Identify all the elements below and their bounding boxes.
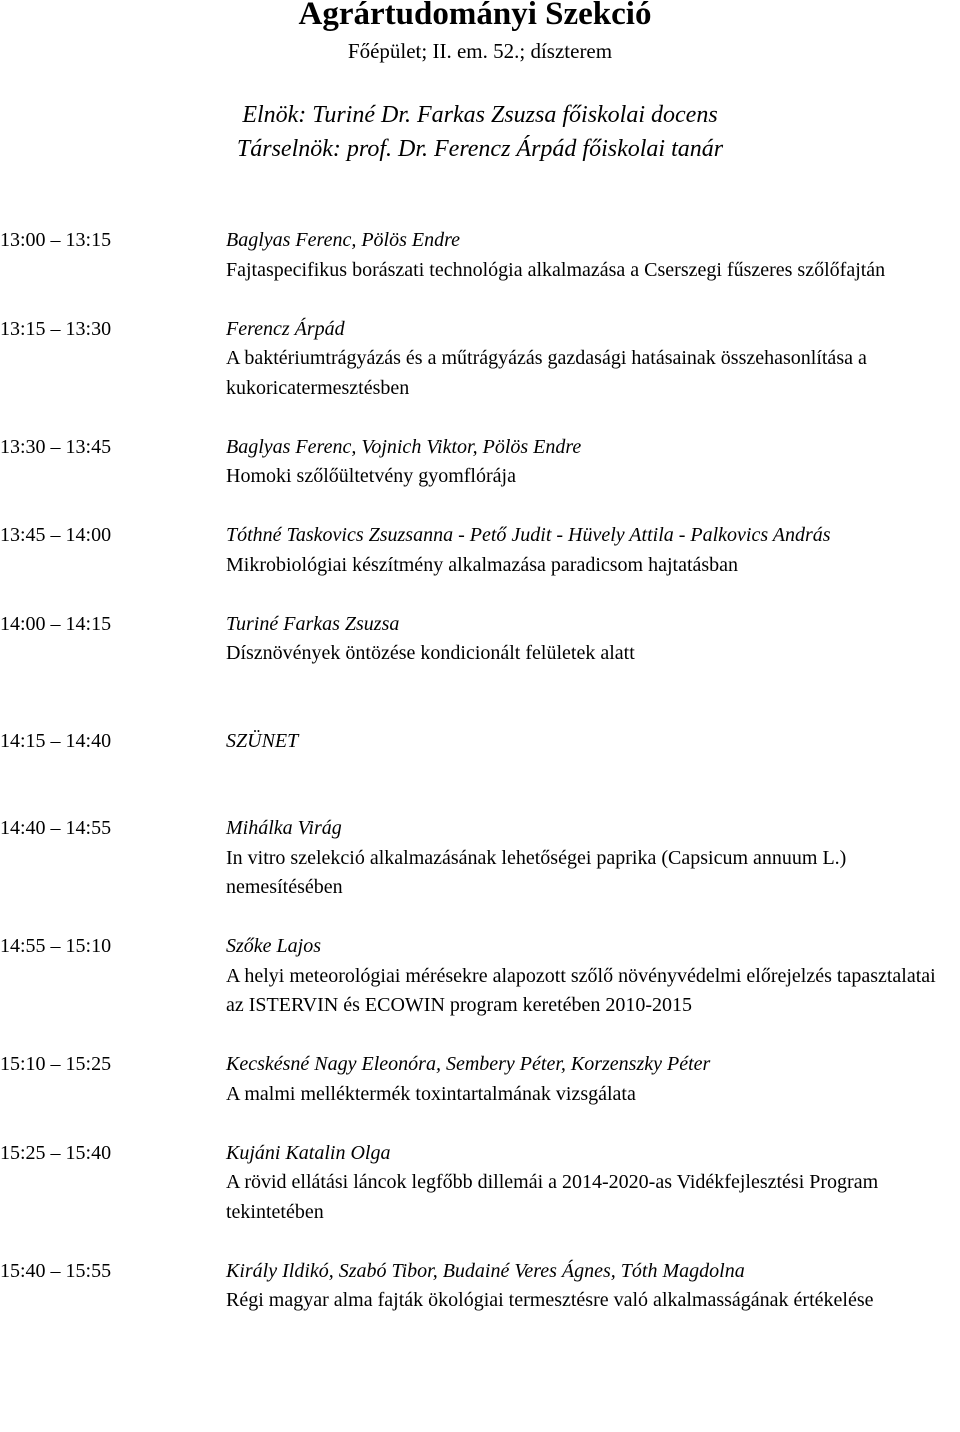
session-title: Mikrobiológiai készítmény alkalmazása paradicsom hajtatásban bbox=[226, 553, 739, 576]
session-content bbox=[226, 521, 960, 580]
session-row bbox=[0, 932, 960, 1021]
session-time: 13:15 – 13:30 bbox=[0, 317, 112, 340]
cochair-line: Társelnök: prof. Dr. Ferencz Árpád főiskolai tanár bbox=[236, 136, 724, 162]
session-row bbox=[0, 226, 960, 285]
session-authors: Király Ildikó, Szabó Tibor, Budainé Veres Ágnes, Tóth Magdolna bbox=[226, 1259, 745, 1282]
session-content bbox=[226, 1050, 960, 1109]
venue-location: Főépület; II. em. 52.; díszterem bbox=[347, 39, 613, 63]
session-time: 14:55 – 15:10 bbox=[0, 935, 112, 957]
chair-line: Elnök: Turiné Dr. Farkas Zsuzsa főiskolai docens bbox=[242, 102, 718, 128]
session-time: 15:25 – 15:40 bbox=[0, 1141, 112, 1164]
session-authors: Turiné Farkas Zsuzsa bbox=[226, 612, 400, 635]
session-title: In vitro szelekció alkalmazásának lehetőségei paprika (Capsicum annuum L.) nemesítésében bbox=[226, 846, 847, 898]
break-label: SZÜNET bbox=[226, 729, 299, 752]
session-title: A helyi meteorológiai mérésekre alapozott szőlő növényvédelmi előrejelzés tapasztalatai az ISTERVIN és ECOWIN program keretében 2010-2015 bbox=[226, 964, 936, 1016]
session-authors: Szőke Lajos bbox=[226, 935, 321, 957]
session-row bbox=[0, 1050, 960, 1109]
session-time: 14:00 – 14:15 bbox=[0, 612, 112, 635]
session-row bbox=[0, 610, 960, 669]
section-title: Agrártudományi Szekció bbox=[298, 0, 652, 32]
session-title: Dísznövények öntözése kondicionált felületek alatt bbox=[226, 642, 635, 664]
session-content bbox=[226, 932, 960, 1021]
session-content bbox=[226, 226, 960, 285]
session-row bbox=[0, 814, 960, 903]
session-content bbox=[226, 814, 960, 903]
session-row bbox=[0, 521, 960, 580]
session-content bbox=[226, 1139, 960, 1228]
session-authors: Kujáni Katalin Olga bbox=[226, 1141, 391, 1164]
session-title: Fajtaspecifikus borászati technológia alkalmazása a Cserszegi fűszeres szőlőfajtán bbox=[226, 258, 886, 281]
session-time: 15:40 – 15:55 bbox=[0, 1259, 112, 1282]
session-content bbox=[226, 1257, 960, 1316]
session-authors: Tóthné Taskovics Zsuzsanna - Pető Judit - Hüvely Attila - Palkovics András bbox=[226, 524, 831, 546]
session-row bbox=[0, 1139, 960, 1228]
session-authors: Ferencz Árpád bbox=[226, 317, 345, 340]
break-time: 14:15 – 14:40 bbox=[0, 729, 112, 752]
session-schedule bbox=[0, 226, 960, 1316]
session-row bbox=[0, 315, 960, 404]
session-content bbox=[226, 433, 960, 492]
session-title: Homoki szőlőültetvény gyomflórája bbox=[226, 465, 516, 487]
session-time: 13:30 – 13:45 bbox=[0, 435, 112, 458]
session-content bbox=[226, 610, 960, 669]
session-title: A baktériumtrágyázás és a műtrágyázás gazdasági hatásainak összehasonlítása a kukoricatermesztésben bbox=[226, 347, 867, 399]
session-row bbox=[0, 1257, 960, 1316]
session-authors: Mihálka Virág bbox=[226, 817, 342, 839]
session-authors: Baglyas Ferenc, Pölös Endre bbox=[226, 229, 461, 251]
session-time: 14:40 – 14:55 bbox=[0, 817, 112, 839]
session-authors: Baglyas Ferenc, Vojnich Viktor, Pölös Endre bbox=[226, 435, 582, 458]
break-content bbox=[226, 727, 960, 757]
break-row bbox=[0, 727, 960, 757]
session-title: Régi magyar alma fajták ökológiai termesztésre való alkalmasságának értékelése bbox=[226, 1289, 874, 1311]
session-time: 15:10 – 15:25 bbox=[0, 1053, 112, 1075]
session-row bbox=[0, 433, 960, 492]
session-time: 13:00 – 13:15 bbox=[0, 229, 112, 251]
session-time: 13:45 – 14:00 bbox=[0, 524, 112, 546]
session-authors: Kecskésné Nagy Eleonóra, Sembery Péter, Korzenszky Péter bbox=[226, 1053, 711, 1075]
session-title: A malmi melléktermék toxintartalmának vizsgálata bbox=[226, 1082, 636, 1105]
session-content bbox=[226, 315, 960, 404]
session-title: A rövid ellátási láncok legfőbb dillemái a 2014-2020-as Vidékfejlesztési Program tekintetében bbox=[226, 1171, 879, 1223]
